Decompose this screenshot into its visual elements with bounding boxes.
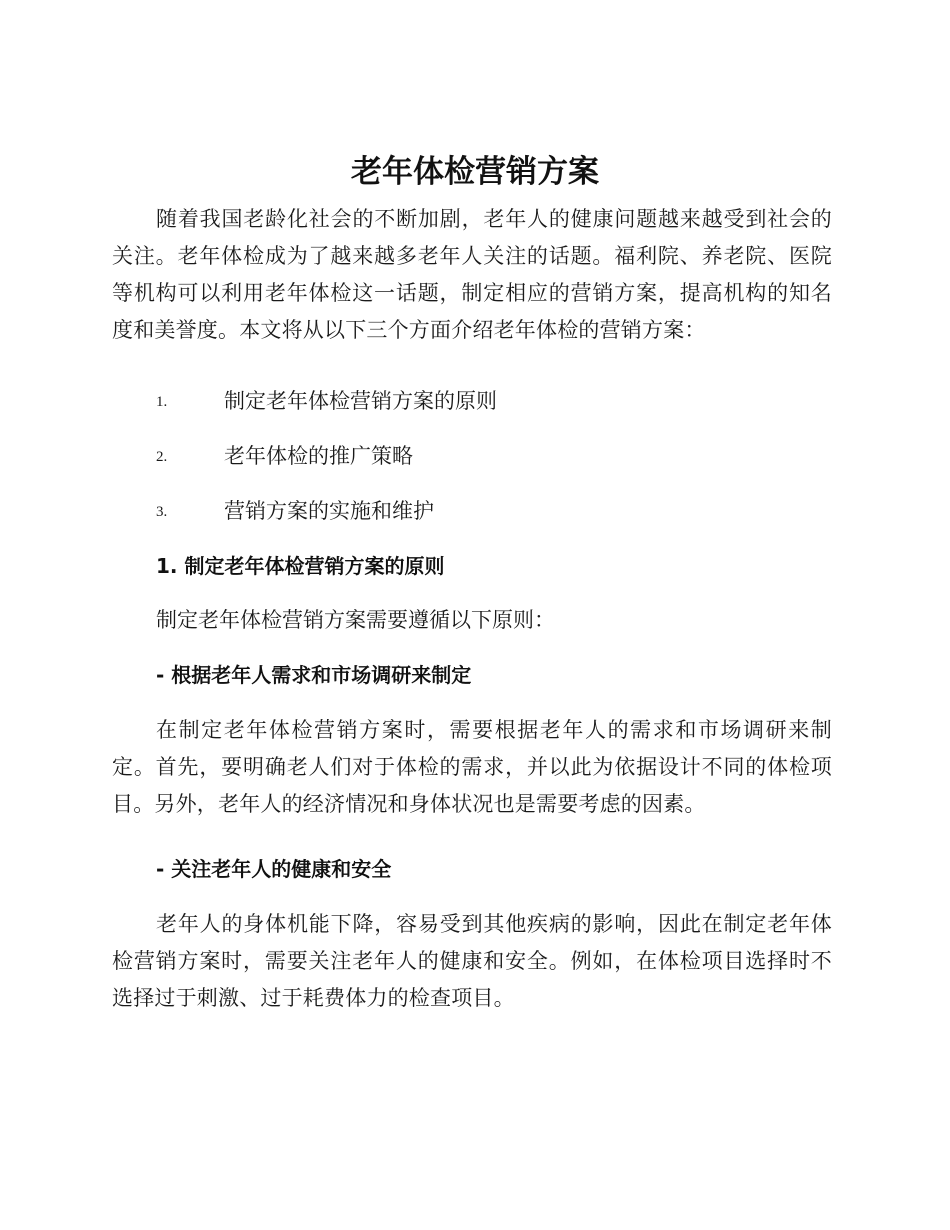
principle-2-heading: - 关注老年人的健康和安全 <box>156 857 392 881</box>
intro-paragraph: 随着我国老龄化社会的不断加剧，老年人的健康问题越来越受到社会的关注。老年体检成为了越来越多老年人关注的话题。福利院、养老院、医院等机构可以利用老年体检这一话题，制定相应的营销方案，提高机构的知名度和美誉度。本文将从以下三个方面介绍老年体检的营销方案： <box>112 207 832 342</box>
outline-item-1 <box>156 386 836 416</box>
outline-number: 2. <box>156 449 168 465</box>
outline-item-3 <box>156 496 836 526</box>
principle-1-heading: - 根据老年人需求和市场调研来制定 <box>156 663 472 687</box>
section1-heading: 1. 制定老年体检营销方案的原则 <box>156 554 445 578</box>
outline-text: 制定老年体检营销方案的原则 <box>224 389 497 413</box>
outline-number: 1. <box>156 394 168 410</box>
document-title: 老年体检营销方案 <box>351 154 599 190</box>
section1-lead: 制定老年体检营销方案需要遵循以下原则： <box>156 608 555 632</box>
outline-item-2 <box>156 441 836 471</box>
principle-1-body: 在制定老年体检营销方案时，需要根据老年人的需求和市场调研来制定。首先，要明确老人们对于体检的需求，并以此为依据设计不同的体检项目。另外，老年人的经济情况和身体状况也是需要考虑的因素。 <box>112 718 832 816</box>
principle-2-body: 老年人的身体机能下降，容易受到其他疾病的影响，因此在制定老年体检营销方案时，需要关注老年人的健康和安全。例如，在体检项目选择时不选择过于刺激、过于耗费体力的检查项目。 <box>112 912 832 1010</box>
outline-text: 营销方案的实施和维护 <box>224 499 434 523</box>
outline-text: 老年体检的推广策略 <box>224 444 413 468</box>
outline-number: 3. <box>156 504 168 520</box>
